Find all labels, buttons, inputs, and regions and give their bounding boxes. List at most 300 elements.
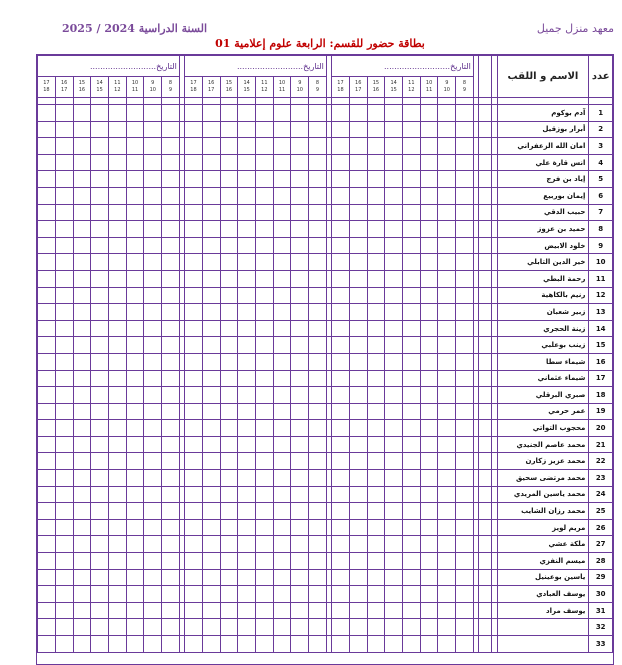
attendance-cell[interactable] <box>403 221 421 238</box>
attendance-cell[interactable] <box>291 586 309 603</box>
attendance-cell[interactable] <box>291 121 309 138</box>
attendance-cell[interactable] <box>309 221 327 238</box>
attendance-cell[interactable] <box>332 121 350 138</box>
attendance-cell[interactable] <box>126 503 144 520</box>
attendance-cell[interactable] <box>420 503 438 520</box>
attendance-cell[interactable] <box>91 353 109 370</box>
attendance-cell[interactable] <box>144 436 162 453</box>
attendance-cell[interactable] <box>238 237 256 254</box>
attendance-cell[interactable] <box>73 121 91 138</box>
attendance-cell[interactable] <box>162 204 180 221</box>
attendance-cell[interactable] <box>332 602 350 619</box>
attendance-cell[interactable] <box>309 636 327 653</box>
attendance-cell[interactable] <box>144 403 162 420</box>
attendance-cell[interactable] <box>349 204 367 221</box>
attendance-cell[interactable] <box>456 553 474 570</box>
attendance-cell[interactable] <box>273 569 291 586</box>
attendance-cell[interactable] <box>108 553 126 570</box>
attendance-cell[interactable] <box>332 187 350 204</box>
attendance-cell[interactable] <box>202 553 220 570</box>
attendance-cell[interactable] <box>255 221 273 238</box>
attendance-cell[interactable] <box>438 121 456 138</box>
attendance-cell[interactable] <box>73 237 91 254</box>
attendance-cell[interactable] <box>55 287 73 304</box>
attendance-cell[interactable] <box>126 486 144 503</box>
attendance-cell[interactable] <box>456 586 474 603</box>
attendance-cell[interactable] <box>144 486 162 503</box>
attendance-cell[interactable] <box>420 353 438 370</box>
attendance-cell[interactable] <box>291 320 309 337</box>
attendance-cell[interactable] <box>255 586 273 603</box>
attendance-cell[interactable] <box>438 619 456 636</box>
attendance-cell[interactable] <box>202 320 220 337</box>
attendance-cell[interactable] <box>309 237 327 254</box>
attendance-cell[interactable] <box>438 436 456 453</box>
attendance-cell[interactable] <box>185 121 203 138</box>
attendance-cell[interactable] <box>273 287 291 304</box>
attendance-cell[interactable] <box>162 187 180 204</box>
attendance-cell[interactable] <box>185 353 203 370</box>
attendance-cell[interactable] <box>403 619 421 636</box>
attendance-cell[interactable] <box>420 403 438 420</box>
attendance-cell[interactable] <box>332 254 350 271</box>
attendance-cell[interactable] <box>403 154 421 171</box>
attendance-cell[interactable] <box>162 320 180 337</box>
attendance-cell[interactable] <box>126 569 144 586</box>
attendance-cell[interactable] <box>55 370 73 387</box>
attendance-cell[interactable] <box>385 387 403 404</box>
attendance-cell[interactable] <box>291 536 309 553</box>
attendance-cell[interactable] <box>91 121 109 138</box>
attendance-cell[interactable] <box>456 221 474 238</box>
attendance-cell[interactable] <box>291 138 309 155</box>
attendance-cell[interactable] <box>420 270 438 287</box>
attendance-cell[interactable] <box>456 387 474 404</box>
attendance-cell[interactable] <box>291 453 309 470</box>
attendance-cell[interactable] <box>220 270 238 287</box>
attendance-cell[interactable] <box>238 436 256 453</box>
attendance-cell[interactable] <box>367 586 385 603</box>
attendance-cell[interactable] <box>456 171 474 188</box>
attendance-cell[interactable] <box>456 353 474 370</box>
attendance-cell[interactable] <box>349 287 367 304</box>
attendance-cell[interactable] <box>438 105 456 122</box>
attendance-cell[interactable] <box>73 171 91 188</box>
attendance-cell[interactable] <box>162 171 180 188</box>
attendance-cell[interactable] <box>420 304 438 321</box>
attendance-cell[interactable] <box>255 105 273 122</box>
attendance-cell[interactable] <box>403 270 421 287</box>
attendance-cell[interactable] <box>220 154 238 171</box>
attendance-cell[interactable] <box>420 436 438 453</box>
attendance-cell[interactable] <box>73 553 91 570</box>
attendance-cell[interactable] <box>185 436 203 453</box>
attendance-cell[interactable] <box>126 602 144 619</box>
attendance-cell[interactable] <box>273 503 291 520</box>
attendance-cell[interactable] <box>220 187 238 204</box>
attendance-cell[interactable] <box>126 387 144 404</box>
attendance-cell[interactable] <box>108 519 126 536</box>
attendance-cell[interactable] <box>420 536 438 553</box>
attendance-cell[interactable] <box>420 586 438 603</box>
attendance-cell[interactable] <box>185 553 203 570</box>
attendance-cell[interactable] <box>108 287 126 304</box>
attendance-cell[interactable] <box>202 237 220 254</box>
attendance-cell[interactable] <box>385 221 403 238</box>
attendance-cell[interactable] <box>403 453 421 470</box>
attendance-cell[interactable] <box>38 138 56 155</box>
attendance-cell[interactable] <box>420 105 438 122</box>
attendance-cell[interactable] <box>238 569 256 586</box>
attendance-cell[interactable] <box>144 171 162 188</box>
attendance-cell[interactable] <box>162 503 180 520</box>
attendance-cell[interactable] <box>456 636 474 653</box>
attendance-cell[interactable] <box>55 154 73 171</box>
attendance-cell[interactable] <box>403 287 421 304</box>
attendance-cell[interactable] <box>438 602 456 619</box>
attendance-cell[interactable] <box>456 287 474 304</box>
attendance-cell[interactable] <box>162 486 180 503</box>
attendance-cell[interactable] <box>126 636 144 653</box>
attendance-cell[interactable] <box>126 337 144 354</box>
attendance-cell[interactable] <box>332 586 350 603</box>
attendance-cell[interactable] <box>309 586 327 603</box>
attendance-cell[interactable] <box>91 105 109 122</box>
attendance-cell[interactable] <box>456 486 474 503</box>
attendance-cell[interactable] <box>185 171 203 188</box>
attendance-cell[interactable] <box>332 619 350 636</box>
attendance-cell[interactable] <box>126 370 144 387</box>
attendance-cell[interactable] <box>55 320 73 337</box>
attendance-cell[interactable] <box>385 353 403 370</box>
attendance-cell[interactable] <box>55 254 73 271</box>
attendance-cell[interactable] <box>144 187 162 204</box>
attendance-cell[interactable] <box>126 254 144 271</box>
attendance-cell[interactable] <box>420 287 438 304</box>
attendance-cell[interactable] <box>144 353 162 370</box>
attendance-cell[interactable] <box>420 387 438 404</box>
attendance-cell[interactable] <box>309 320 327 337</box>
attendance-cell[interactable] <box>202 187 220 204</box>
attendance-cell[interactable] <box>185 204 203 221</box>
attendance-cell[interactable] <box>291 403 309 420</box>
attendance-cell[interactable] <box>420 221 438 238</box>
attendance-cell[interactable] <box>385 536 403 553</box>
attendance-cell[interactable] <box>144 619 162 636</box>
attendance-cell[interactable] <box>55 187 73 204</box>
attendance-cell[interactable] <box>349 453 367 470</box>
attendance-cell[interactable] <box>55 105 73 122</box>
attendance-cell[interactable] <box>349 337 367 354</box>
attendance-cell[interactable] <box>367 503 385 520</box>
attendance-cell[interactable] <box>349 187 367 204</box>
attendance-cell[interactable] <box>55 121 73 138</box>
attendance-cell[interactable] <box>108 503 126 520</box>
attendance-cell[interactable] <box>456 536 474 553</box>
attendance-cell[interactable] <box>220 105 238 122</box>
attendance-cell[interactable] <box>273 138 291 155</box>
attendance-cell[interactable] <box>255 370 273 387</box>
attendance-cell[interactable] <box>185 287 203 304</box>
attendance-cell[interactable] <box>255 486 273 503</box>
attendance-cell[interactable] <box>255 387 273 404</box>
attendance-cell[interactable] <box>367 436 385 453</box>
attendance-cell[interactable] <box>367 387 385 404</box>
attendance-cell[interactable] <box>108 420 126 437</box>
attendance-cell[interactable] <box>438 254 456 271</box>
attendance-cell[interactable] <box>438 387 456 404</box>
attendance-cell[interactable] <box>185 221 203 238</box>
attendance-cell[interactable] <box>349 254 367 271</box>
attendance-cell[interactable] <box>162 403 180 420</box>
attendance-cell[interactable] <box>332 536 350 553</box>
attendance-cell[interactable] <box>385 254 403 271</box>
attendance-cell[interactable] <box>291 337 309 354</box>
attendance-cell[interactable] <box>162 586 180 603</box>
attendance-cell[interactable] <box>126 270 144 287</box>
attendance-cell[interactable] <box>238 486 256 503</box>
attendance-cell[interactable] <box>144 138 162 155</box>
attendance-cell[interactable] <box>438 138 456 155</box>
attendance-cell[interactable] <box>202 154 220 171</box>
attendance-cell[interactable] <box>202 337 220 354</box>
attendance-cell[interactable] <box>291 470 309 487</box>
attendance-cell[interactable] <box>38 204 56 221</box>
attendance-cell[interactable] <box>108 254 126 271</box>
attendance-cell[interactable] <box>255 187 273 204</box>
attendance-cell[interactable] <box>238 320 256 337</box>
attendance-cell[interactable] <box>144 453 162 470</box>
attendance-cell[interactable] <box>349 105 367 122</box>
attendance-cell[interactable] <box>238 353 256 370</box>
attendance-cell[interactable] <box>220 337 238 354</box>
attendance-cell[interactable] <box>349 470 367 487</box>
attendance-cell[interactable] <box>273 536 291 553</box>
attendance-cell[interactable] <box>38 237 56 254</box>
attendance-cell[interactable] <box>332 503 350 520</box>
attendance-cell[interactable] <box>273 586 291 603</box>
attendance-cell[interactable] <box>385 420 403 437</box>
attendance-cell[interactable] <box>162 154 180 171</box>
attendance-cell[interactable] <box>420 553 438 570</box>
attendance-cell[interactable] <box>38 254 56 271</box>
attendance-cell[interactable] <box>73 403 91 420</box>
attendance-cell[interactable] <box>367 138 385 155</box>
attendance-cell[interactable] <box>385 586 403 603</box>
attendance-cell[interactable] <box>108 304 126 321</box>
attendance-cell[interactable] <box>456 270 474 287</box>
attendance-cell[interactable] <box>126 436 144 453</box>
attendance-cell[interactable] <box>108 337 126 354</box>
attendance-cell[interactable] <box>309 553 327 570</box>
attendance-cell[interactable] <box>238 204 256 221</box>
attendance-cell[interactable] <box>91 304 109 321</box>
attendance-cell[interactable] <box>273 470 291 487</box>
attendance-cell[interactable] <box>185 420 203 437</box>
attendance-cell[interactable] <box>456 254 474 271</box>
attendance-cell[interactable] <box>349 403 367 420</box>
attendance-cell[interactable] <box>273 105 291 122</box>
attendance-cell[interactable] <box>91 436 109 453</box>
attendance-cell[interactable] <box>202 221 220 238</box>
attendance-cell[interactable] <box>91 237 109 254</box>
attendance-cell[interactable] <box>273 453 291 470</box>
attendance-cell[interactable] <box>420 204 438 221</box>
attendance-cell[interactable] <box>367 121 385 138</box>
attendance-cell[interactable] <box>255 287 273 304</box>
attendance-cell[interactable] <box>255 420 273 437</box>
attendance-cell[interactable] <box>367 204 385 221</box>
attendance-cell[interactable] <box>162 619 180 636</box>
attendance-cell[interactable] <box>403 569 421 586</box>
attendance-cell[interactable] <box>367 619 385 636</box>
attendance-cell[interactable] <box>309 486 327 503</box>
attendance-cell[interactable] <box>385 237 403 254</box>
attendance-cell[interactable] <box>420 320 438 337</box>
attendance-cell[interactable] <box>255 270 273 287</box>
attendance-cell[interactable] <box>255 304 273 321</box>
attendance-cell[interactable] <box>202 353 220 370</box>
attendance-cell[interactable] <box>349 154 367 171</box>
attendance-cell[interactable] <box>202 602 220 619</box>
attendance-cell[interactable] <box>438 287 456 304</box>
attendance-cell[interactable] <box>332 221 350 238</box>
attendance-cell[interactable] <box>73 536 91 553</box>
attendance-cell[interactable] <box>367 105 385 122</box>
attendance-cell[interactable] <box>55 171 73 188</box>
attendance-cell[interactable] <box>126 304 144 321</box>
attendance-cell[interactable] <box>91 553 109 570</box>
attendance-cell[interactable] <box>255 619 273 636</box>
attendance-cell[interactable] <box>108 403 126 420</box>
attendance-cell[interactable] <box>220 287 238 304</box>
attendance-cell[interactable] <box>220 138 238 155</box>
attendance-cell[interactable] <box>91 569 109 586</box>
attendance-cell[interactable] <box>220 304 238 321</box>
attendance-cell[interactable] <box>185 519 203 536</box>
attendance-cell[interactable] <box>91 337 109 354</box>
attendance-cell[interactable] <box>420 420 438 437</box>
attendance-cell[interactable] <box>238 636 256 653</box>
attendance-cell[interactable] <box>349 519 367 536</box>
attendance-cell[interactable] <box>55 636 73 653</box>
attendance-cell[interactable] <box>367 171 385 188</box>
attendance-cell[interactable] <box>73 254 91 271</box>
attendance-cell[interactable] <box>456 304 474 321</box>
attendance-cell[interactable] <box>309 387 327 404</box>
attendance-cell[interactable] <box>438 171 456 188</box>
attendance-cell[interactable] <box>108 536 126 553</box>
attendance-cell[interactable] <box>144 503 162 520</box>
attendance-cell[interactable] <box>220 602 238 619</box>
attendance-cell[interactable] <box>273 187 291 204</box>
attendance-cell[interactable] <box>202 619 220 636</box>
attendance-cell[interactable] <box>273 121 291 138</box>
attendance-cell[interactable] <box>420 569 438 586</box>
attendance-cell[interactable] <box>162 553 180 570</box>
attendance-cell[interactable] <box>38 453 56 470</box>
attendance-cell[interactable] <box>349 420 367 437</box>
attendance-cell[interactable] <box>309 619 327 636</box>
attendance-cell[interactable] <box>273 370 291 387</box>
attendance-cell[interactable] <box>367 370 385 387</box>
attendance-cell[interactable] <box>349 503 367 520</box>
attendance-cell[interactable] <box>73 105 91 122</box>
attendance-cell[interactable] <box>309 287 327 304</box>
attendance-cell[interactable] <box>185 270 203 287</box>
attendance-cell[interactable] <box>291 254 309 271</box>
attendance-cell[interactable] <box>162 519 180 536</box>
attendance-cell[interactable] <box>144 154 162 171</box>
attendance-cell[interactable] <box>309 503 327 520</box>
attendance-cell[interactable] <box>162 105 180 122</box>
attendance-cell[interactable] <box>332 105 350 122</box>
attendance-cell[interactable] <box>349 304 367 321</box>
attendance-cell[interactable] <box>385 204 403 221</box>
attendance-cell[interactable] <box>185 602 203 619</box>
attendance-cell[interactable] <box>291 304 309 321</box>
attendance-cell[interactable] <box>202 138 220 155</box>
attendance-cell[interactable] <box>420 636 438 653</box>
attendance-cell[interactable] <box>185 403 203 420</box>
attendance-cell[interactable] <box>108 221 126 238</box>
attendance-cell[interactable] <box>385 619 403 636</box>
attendance-cell[interactable] <box>55 553 73 570</box>
attendance-cell[interactable] <box>332 237 350 254</box>
attendance-cell[interactable] <box>367 453 385 470</box>
attendance-cell[interactable] <box>403 586 421 603</box>
attendance-cell[interactable] <box>55 337 73 354</box>
attendance-cell[interactable] <box>291 370 309 387</box>
attendance-cell[interactable] <box>144 636 162 653</box>
attendance-cell[interactable] <box>367 337 385 354</box>
attendance-cell[interactable] <box>438 453 456 470</box>
attendance-cell[interactable] <box>220 171 238 188</box>
attendance-cell[interactable] <box>91 270 109 287</box>
attendance-cell[interactable] <box>456 503 474 520</box>
attendance-cell[interactable] <box>202 420 220 437</box>
attendance-cell[interactable] <box>108 569 126 586</box>
attendance-cell[interactable] <box>162 138 180 155</box>
attendance-cell[interactable] <box>291 553 309 570</box>
attendance-cell[interactable] <box>185 636 203 653</box>
attendance-cell[interactable] <box>273 171 291 188</box>
attendance-cell[interactable] <box>162 254 180 271</box>
attendance-cell[interactable] <box>309 187 327 204</box>
attendance-cell[interactable] <box>185 503 203 520</box>
attendance-cell[interactable] <box>220 403 238 420</box>
attendance-cell[interactable] <box>403 553 421 570</box>
attendance-cell[interactable] <box>126 470 144 487</box>
attendance-cell[interactable] <box>438 221 456 238</box>
attendance-cell[interactable] <box>291 171 309 188</box>
attendance-cell[interactable] <box>55 270 73 287</box>
attendance-cell[interactable] <box>367 237 385 254</box>
attendance-cell[interactable] <box>309 171 327 188</box>
attendance-cell[interactable] <box>456 569 474 586</box>
attendance-cell[interactable] <box>238 337 256 354</box>
attendance-cell[interactable] <box>238 138 256 155</box>
attendance-cell[interactable] <box>55 420 73 437</box>
attendance-cell[interactable] <box>55 436 73 453</box>
attendance-cell[interactable] <box>202 287 220 304</box>
attendance-cell[interactable] <box>349 586 367 603</box>
attendance-cell[interactable] <box>144 370 162 387</box>
attendance-cell[interactable] <box>202 470 220 487</box>
attendance-cell[interactable] <box>367 187 385 204</box>
attendance-cell[interactable] <box>309 420 327 437</box>
attendance-cell[interactable] <box>202 121 220 138</box>
